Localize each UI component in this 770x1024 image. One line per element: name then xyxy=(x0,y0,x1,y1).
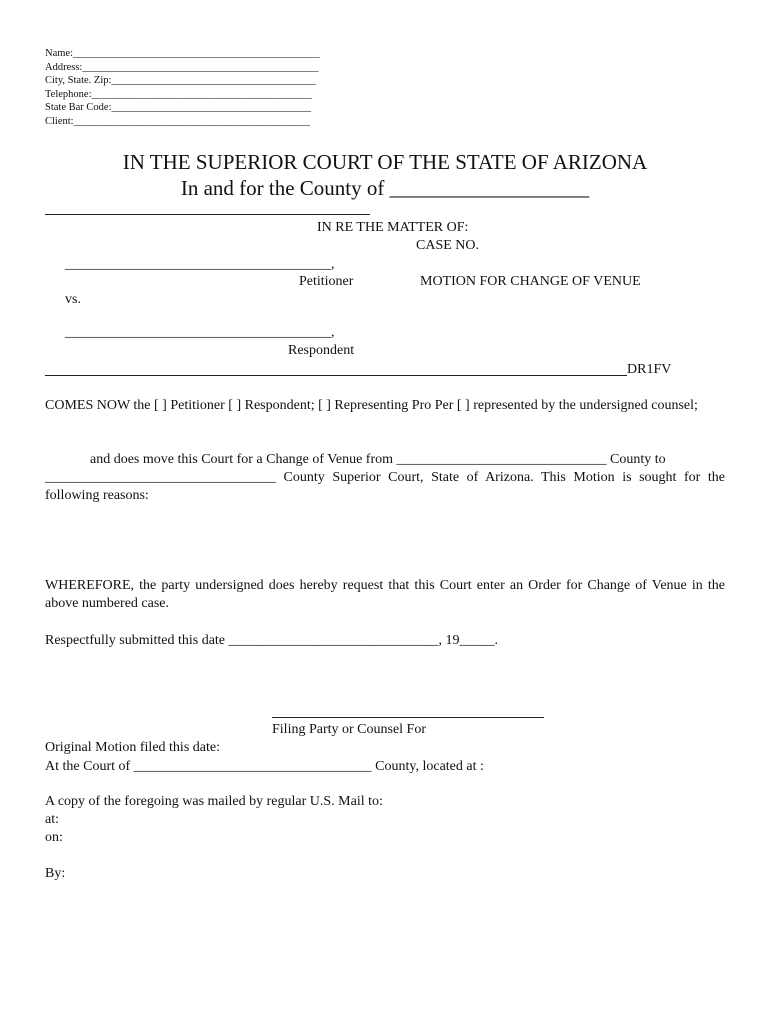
respectfully-submitted-line: Respectfully submitted this date ______________________________, 19_____. xyxy=(45,633,499,648)
county-line: In and for the County of ___________________ xyxy=(180,176,590,200)
petitioner-blank: ______________________________________, xyxy=(65,257,335,272)
address-field: Address:_____________________________________________ xyxy=(45,62,319,73)
respondent-label: Respondent xyxy=(288,343,355,358)
petitioner-label: Petitioner xyxy=(299,274,354,289)
respondent-blank: ______________________________________, xyxy=(65,325,335,340)
wherefore-paragraph: WHEREFORE, the party undersigned does hereby request that this Court enter an Order for Change of Venue in the above numbered case. xyxy=(45,578,725,611)
mailed-at-label: at: xyxy=(45,812,59,827)
state-bar-code-field: State Bar Code:______________________________________ xyxy=(45,102,311,113)
versus-label: vs. xyxy=(65,292,81,307)
case-number-label: CASE NO. xyxy=(416,238,480,253)
form-code: DR1FV xyxy=(627,362,672,377)
copy-mailed-line: A copy of the foregoing was mailed by regular U.S. Mail to: xyxy=(45,794,383,809)
by-label: By: xyxy=(45,866,66,881)
name-field: Name:_______________________________________________ xyxy=(45,48,320,59)
signature-label: Filing Party or Counsel For xyxy=(272,722,427,737)
court-title: IN THE SUPERIOR COURT OF THE STATE OF ARIZONA xyxy=(122,150,648,174)
caption-top-rule xyxy=(45,214,370,215)
client-field: Client:_____________________________________________ xyxy=(45,116,310,127)
mailed-on-label: on: xyxy=(45,830,63,845)
city-state-zip-field: City, State. Zip:_______________________________________ xyxy=(45,75,317,86)
caption-bottom-rule xyxy=(45,375,627,376)
court-location-line: At the Court of __________________________________ County, located at : xyxy=(45,759,484,774)
telephone-field: Telephone:__________________________________________ xyxy=(45,89,312,100)
original-filed-line: Original Motion filed this date: xyxy=(45,740,220,755)
signature-line xyxy=(272,717,544,718)
move-line-1: and does move this Court for a Change of Venue from ______________________________ County to xyxy=(90,452,666,467)
matter-of-label: IN RE THE MATTER OF: xyxy=(317,220,469,235)
comes-now-paragraph: COMES NOW the [ ] Petitioner [ ] Respondent; [ ] Representing Pro Per [ ] represented by the undersigned counsel; xyxy=(45,398,698,413)
motion-title: MOTION FOR CHANGE OF VENUE xyxy=(420,274,641,289)
move-line-2: _________________________________ County Superior Court, State of Arizona. This Motion is sought for the following reasons: xyxy=(45,470,725,503)
